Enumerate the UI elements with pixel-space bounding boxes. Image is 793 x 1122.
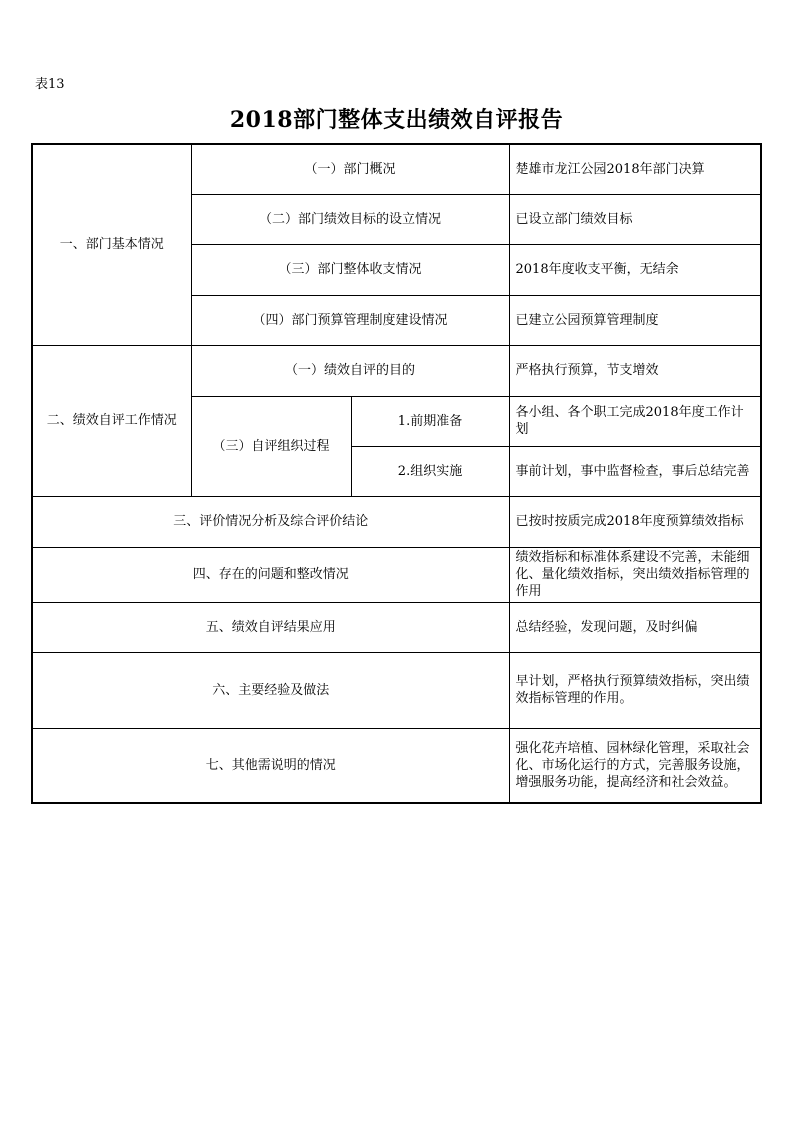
section2-label: 二、绩效自评工作情况: [32, 345, 191, 496]
section7-value: 强化花卉培植、园林绿化管理，采取社会化、市场化运行的方式，完善服务设施，增强服务功能，提高经济和社会效益。: [509, 728, 761, 803]
section7-label: 七、其他需说明的情况: [32, 728, 509, 803]
section3-label: 三、评价情况分析及综合评价结论: [32, 496, 509, 547]
section1-value-1: 楚雄市龙江公园2018年部门决算: [509, 144, 761, 194]
section5-label: 五、绩效自评结果应用: [32, 602, 509, 652]
section4-label: 四、存在的问题和整改情况: [32, 547, 509, 602]
table-number-label: 表13: [35, 77, 65, 92]
section2-purpose-item: （一）绩效自评的目的: [191, 345, 509, 396]
table-row: [32, 144, 761, 194]
section6-value: 早计划，严格执行预算绩效指标，突出绩效指标管理的作用。: [509, 652, 761, 728]
section5-value: 总结经验，发现问题，及时纠偏: [509, 602, 761, 652]
report-table: [31, 143, 762, 804]
table-row: [32, 496, 761, 547]
table-row: [32, 345, 761, 396]
section2-step-2-item: 2.组织实施: [351, 446, 509, 496]
section2-step-1-value: 各小组、各个职工完成2018年度工作计划: [509, 396, 761, 446]
section1-item-2: （二）部门绩效目标的设立情况: [191, 194, 509, 244]
section4-value: 绩效指标和标准体系建设不完善，未能细化、量化绩效指标，突出绩效指标管理的作用: [509, 547, 761, 602]
table-row: [32, 652, 761, 728]
section6-label: 六、主要经验及做法: [32, 652, 509, 728]
section1-label: 一、部门基本情况: [32, 144, 191, 345]
section2-step-2-value: 事前计划，事中监督检查，事后总结完善: [509, 446, 761, 496]
section1-value-4: 已建立公园预算管理制度: [509, 295, 761, 345]
section3-value: 已按时按质完成2018年度预算绩效指标: [509, 496, 761, 547]
section1-item-4: （四）部门预算管理制度建设情况: [191, 295, 509, 345]
section1-item-1: （一）部门概况: [191, 144, 509, 194]
section1-value-2: 已设立部门绩效目标: [509, 194, 761, 244]
section2-process-item: （三）自评组织过程: [191, 396, 351, 496]
table-row: [32, 728, 761, 803]
section1-item-3: （三）部门整体收支情况: [191, 244, 509, 295]
section2-step-1-item: 1.前期准备: [351, 396, 509, 446]
report-title: 2018部门整体支出绩效自评报告: [229, 107, 564, 133]
section1-value-3: 2018年度收支平衡，无结余: [509, 244, 761, 295]
table-row: [32, 602, 761, 652]
section2-purpose-value: 严格执行预算，节支增效: [509, 345, 761, 396]
table-row: [32, 547, 761, 602]
